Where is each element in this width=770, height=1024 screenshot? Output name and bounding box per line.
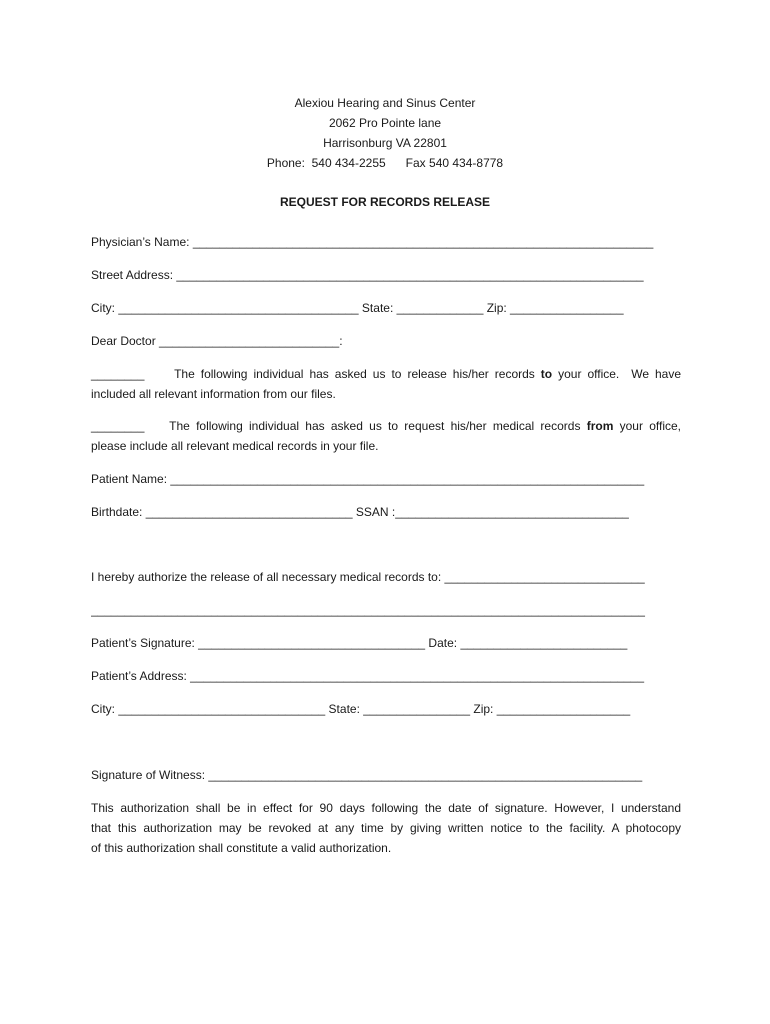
patient-signature-date-field[interactable]: Patient’s Signature: __________________________________ Date: _________________________ (91, 636, 628, 650)
request-from-checkbox[interactable]: ________ (91, 419, 145, 433)
release-to-checkbox[interactable]: ________ (91, 367, 145, 381)
authorization-note (91, 798, 681, 858)
physician-name-field[interactable]: Physician’s Name: _____________________________________________________________________ (91, 235, 654, 249)
authorization-note-line3: of this authorization shall constitute a valid authorization. (91, 841, 392, 855)
city-state-zip-field[interactable]: City: ____________________________________ State: _____________ Zip: _________________ (91, 301, 624, 315)
letterhead (0, 93, 770, 173)
authorization-note-line2: that this authorization may be revoked at any time by giving written notice to the facility. A photocopy (91, 821, 681, 835)
request-from-bold: from (586, 419, 614, 433)
authorization-note-line1: This authorization shall be in effect for 90 days following the date of signature. However, I understand (91, 801, 681, 815)
release-to-bold: to (540, 367, 553, 381)
authorize-release-continuation[interactable]: ___________________________________________________________________________________ (91, 603, 645, 617)
request-from-text-b: your office, (613, 419, 682, 433)
org-name: Alexiou Hearing and Sinus Center (294, 96, 476, 110)
street-address-field[interactable]: Street Address: ______________________________________________________________________ (91, 268, 644, 282)
org-contact: Phone: 540 434-2255 Fax 540 434-8778 (266, 156, 504, 170)
request-from-text-a: The following individual has asked us to request his/her medical records (144, 419, 587, 433)
patient-name-field[interactable]: Patient Name: _______________________________________________________________________ (91, 472, 645, 486)
dear-doctor-field[interactable]: Dear Doctor ___________________________: (91, 334, 343, 348)
authorize-release-field[interactable]: I hereby authorize the release of all necessary medical records to: ______________________________ (91, 570, 645, 584)
org-street: 2062 Pro Pointe lane (328, 116, 442, 130)
org-city: Harrisonburg VA 22801 (323, 136, 447, 150)
form-title: REQUEST FOR RECORDS RELEASE (279, 195, 491, 209)
request-from-text-line2: please include all relevant medical records in your file. (91, 439, 379, 453)
release-to-text-b: your office. We have (552, 367, 681, 381)
witness-signature-field[interactable]: Signature of Witness: _________________________________________________________________ (91, 768, 643, 782)
birthdate-ssan-field[interactable]: Birthdate: _______________________________ SSAN :___________________________________ (91, 505, 629, 519)
release-to-option (91, 364, 681, 404)
release-to-text-a: The following individual has asked us to release his/her records (144, 367, 541, 381)
patient-city-state-zip-field[interactable]: City: _______________________________ State: ________________ Zip: ____________________ (91, 702, 631, 716)
release-to-text-line2: included all relevant information from our files. (91, 387, 336, 401)
request-from-option (91, 416, 681, 456)
patient-address-field[interactable]: Patient’s Address: ____________________________________________________________________ (91, 669, 644, 683)
